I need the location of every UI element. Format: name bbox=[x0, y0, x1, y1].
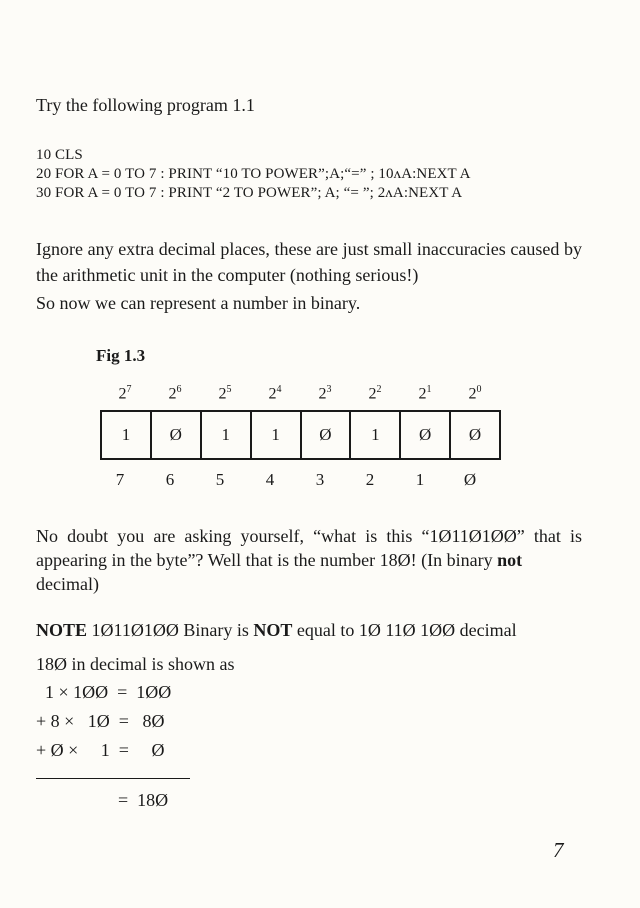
power-label: $2^3$ bbox=[318, 384, 332, 403]
bit-cell: 1 bbox=[102, 412, 152, 458]
bit-position: 7 bbox=[115, 470, 125, 489]
bit-position: 6 bbox=[165, 470, 175, 489]
bit-cell: 1 bbox=[351, 412, 401, 458]
sum-total: = 18Ø bbox=[118, 790, 169, 810]
sum-line: + 8 × 1Ø = 8Ø bbox=[36, 711, 165, 731]
sum-line: 1 × 1ØØ = 1ØØ bbox=[36, 682, 172, 702]
bit-cell: Ø bbox=[401, 412, 451, 458]
byte-diagram bbox=[100, 410, 501, 460]
program-line-30: 30 FOR A = 0 TO 7 : PRINT “2 TO POWER”; A; “= ”; 2ʌA:NEXT A bbox=[36, 185, 463, 201]
figure-title: Fig 1.3 bbox=[96, 346, 146, 365]
power-label: $2^6$ bbox=[168, 384, 182, 403]
shown-as-text: 18Ø in decimal is shown as bbox=[36, 654, 235, 674]
intro-text: Try the following program 1.1 bbox=[36, 95, 255, 115]
bit-cell: 1 bbox=[202, 412, 252, 458]
bit-cell: Ø bbox=[302, 412, 352, 458]
program-line-10: 10 CLS bbox=[36, 147, 83, 163]
bit-cell: Ø bbox=[152, 412, 202, 458]
bit-cell: Ø bbox=[468, 425, 482, 444]
bit-position: 5 bbox=[215, 470, 225, 489]
bit-position: Ø bbox=[463, 470, 477, 489]
program-line-20: 20 FOR A = 0 TO 7 : PRINT “10 TO POWER”;A;“=” ; 10ʌA:NEXT A bbox=[36, 166, 471, 182]
bit-cell: 1 bbox=[252, 412, 302, 458]
sum-rule bbox=[36, 778, 190, 779]
power-label: $2^0$ bbox=[468, 384, 482, 403]
sum-line: + Ø × 1 = Ø bbox=[36, 740, 165, 760]
paragraph-binary: So now we can represent a number in binary. bbox=[36, 293, 361, 313]
paragraph-decimal-places: Ignore any extra decimal places, these are just small inaccuracies caused by the arithmetic unit in the computer (nothing serious!) bbox=[36, 239, 582, 285]
bit-position: 1 bbox=[415, 470, 425, 489]
page-number: 7 bbox=[553, 838, 564, 862]
paragraph-what-is-this: No doubt you are asking yourself, “what is this “1Ø11Ø1ØØ” that is appearing in the byte”? Well that is the number 18Ø! (In binary not decimal) bbox=[36, 526, 582, 594]
bit-position: 3 bbox=[315, 470, 325, 489]
bit-position: 4 bbox=[265, 470, 275, 489]
power-label: $2^2$ bbox=[368, 384, 382, 403]
power-label: $2^7$ bbox=[118, 384, 132, 403]
power-label: $2^1$ bbox=[418, 384, 432, 403]
bit-position: 2 bbox=[365, 470, 375, 489]
power-label: $2^5$ bbox=[218, 384, 232, 403]
power-label: $2^4$ bbox=[268, 384, 282, 403]
note-line: NOTE 1Ø11Ø1ØØ Binary is NOT equal to 1Ø 11Ø 1ØØ decimal bbox=[36, 620, 517, 640]
